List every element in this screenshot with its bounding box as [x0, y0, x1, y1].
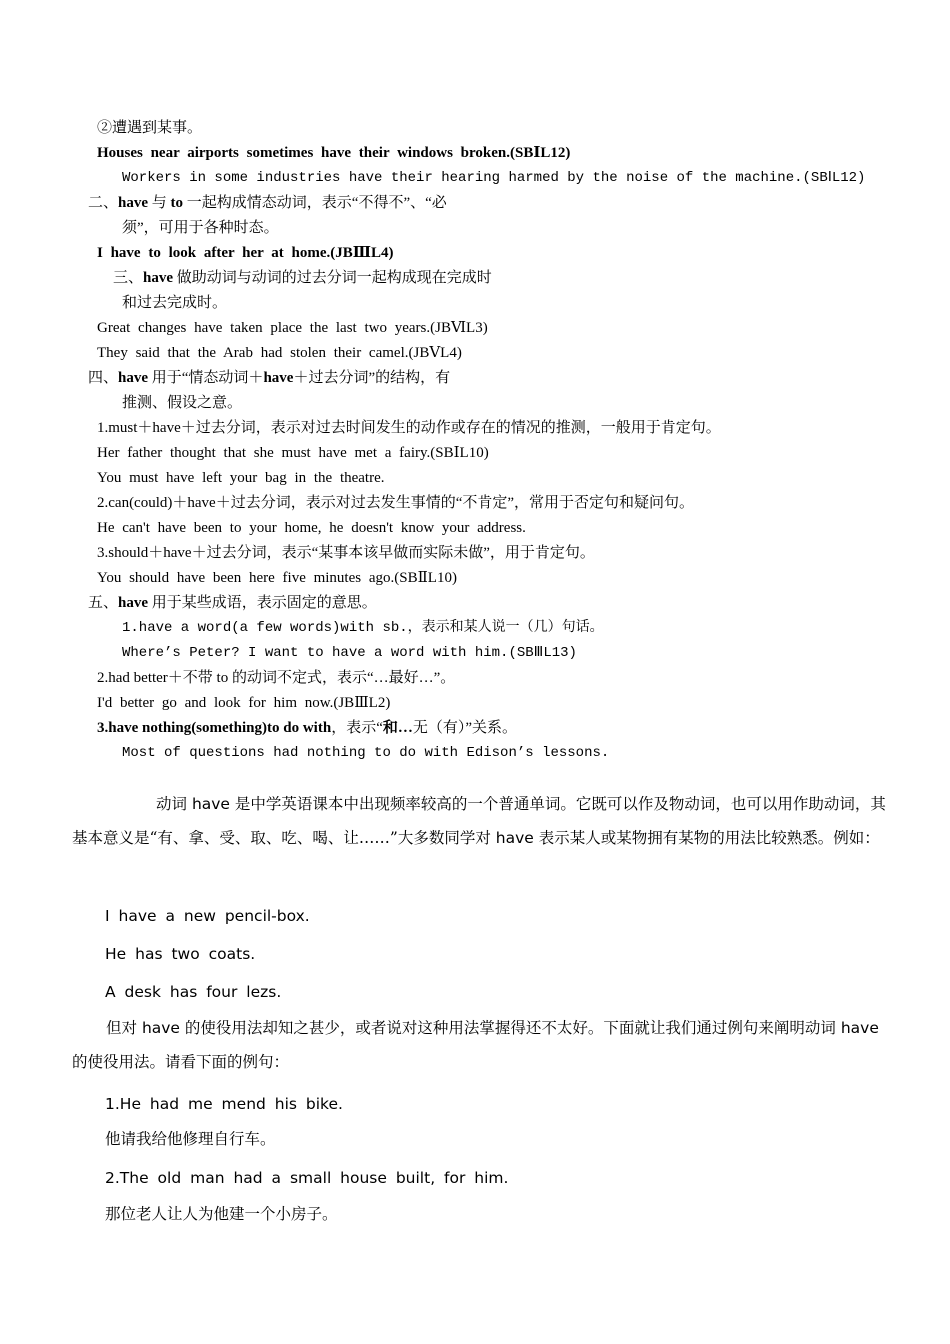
translation-line: 他请我给他修理自行车。: [105, 1131, 276, 1148]
text-line: 1.have a word(a few words)with sb.，表示和某人说一（几）句话。: [122, 620, 604, 636]
example-sentence: I'd better go and look for him now.(JBⅢL2): [97, 695, 391, 711]
example-sentence: He can't have been to your home, he doesn't know your address.: [97, 520, 526, 536]
example-sentence: I have to look after her at home.(JBⅢL4): [97, 245, 394, 261]
section-heading: 五、have 用于某些成语，表示固定的意思。: [88, 595, 377, 611]
text-line: 须”，可用于各种时态。: [122, 220, 279, 236]
section-heading: 二、have 与 to 一起构成情态动词，表示“不得不”、“必: [88, 195, 447, 211]
text-line: 3.have nothing(something)to do with，表示“和…无（有）”关系。: [97, 720, 518, 736]
section-heading: 四、have 用于“情态动词＋have＋过去分词”的结构，有: [88, 370, 451, 386]
example-sentence: Her father thought that she must have met a fairy.(SBⅠL10): [97, 445, 489, 461]
example-sentence: Where’s Peter? I want to have a word with him.(SBⅢL13): [122, 645, 577, 661]
text-line: ②遭遇到某事。: [97, 120, 203, 136]
example-sentence: Most of questions had nothing to do with Edison’s lessons.: [122, 745, 610, 761]
example-sentence: He has two coats.: [105, 945, 256, 963]
translation-line: 那位老人让人为他建一个小房子。: [105, 1206, 338, 1223]
example-sentence: I have a new pencil-box.: [105, 907, 310, 925]
text-line: 3.should＋have＋过去分词，表示“某事本该早做而实际未做”，用于肯定句。: [97, 545, 595, 561]
example-sentence: Great changes have taken place the last two years.(JBⅥL3): [97, 320, 488, 336]
intro-paragraph: 动词 have 是中学英语课本中出现频率较高的一个普通单词。它既可以作及物动词，也可以用作助动词，其基本意义是“有、拿、受、取、吃、喝、让……”大多数同学对 have 表示某人或某物拥有某物的用法比较熟悉。例如：: [72, 795, 886, 847]
text-line: 2.can(could)＋have＋过去分词，表示对过去发生事情的“不肯定”，常用于否定句和疑问句。: [97, 495, 695, 511]
text-line: 2.had better＋不带 to 的动词不定式，表示“…最好…”。: [97, 670, 456, 686]
example-sentence: You should have been here five minutes ago.(SBⅡL10): [97, 570, 457, 586]
text-line: 推测、假设之意。: [122, 395, 243, 411]
example-sentence: You must have left your bag in the theatre.: [97, 470, 385, 486]
example-sentence: 1.He had me mend his bike.: [105, 1095, 343, 1113]
text-line: 1.must＋have＋过去分词，表示对过去时间发生的动作或存在的情况的推测，一般用于肯定句。: [97, 420, 721, 436]
example-sentence: A desk has four lezs.: [105, 983, 282, 1001]
section-heading: 三、have 做助动词与动词的过去分词一起构成现在完成时: [113, 270, 492, 286]
example-sentence: Workers in some industries have their hearing harmed by the noise of the machine.(SBⅠL12): [122, 170, 866, 186]
example-sentence: Houses near airports sometimes have their windows broken.(SBⅠL12): [97, 145, 571, 161]
example-sentence: They said that the Arab had stolen their camel.(JBⅤL4): [97, 345, 462, 361]
usage-paragraph: 但对 have 的使役用法却知之甚少，或者说对这种用法掌握得还不太好。下面就让我们通过例句来阐明动词 have 的使役用法。请看下面的例句：: [72, 1019, 879, 1071]
example-sentence: 2.The old man had a small house built, for him.: [105, 1169, 509, 1187]
text-line: 和过去完成时。: [122, 295, 228, 311]
